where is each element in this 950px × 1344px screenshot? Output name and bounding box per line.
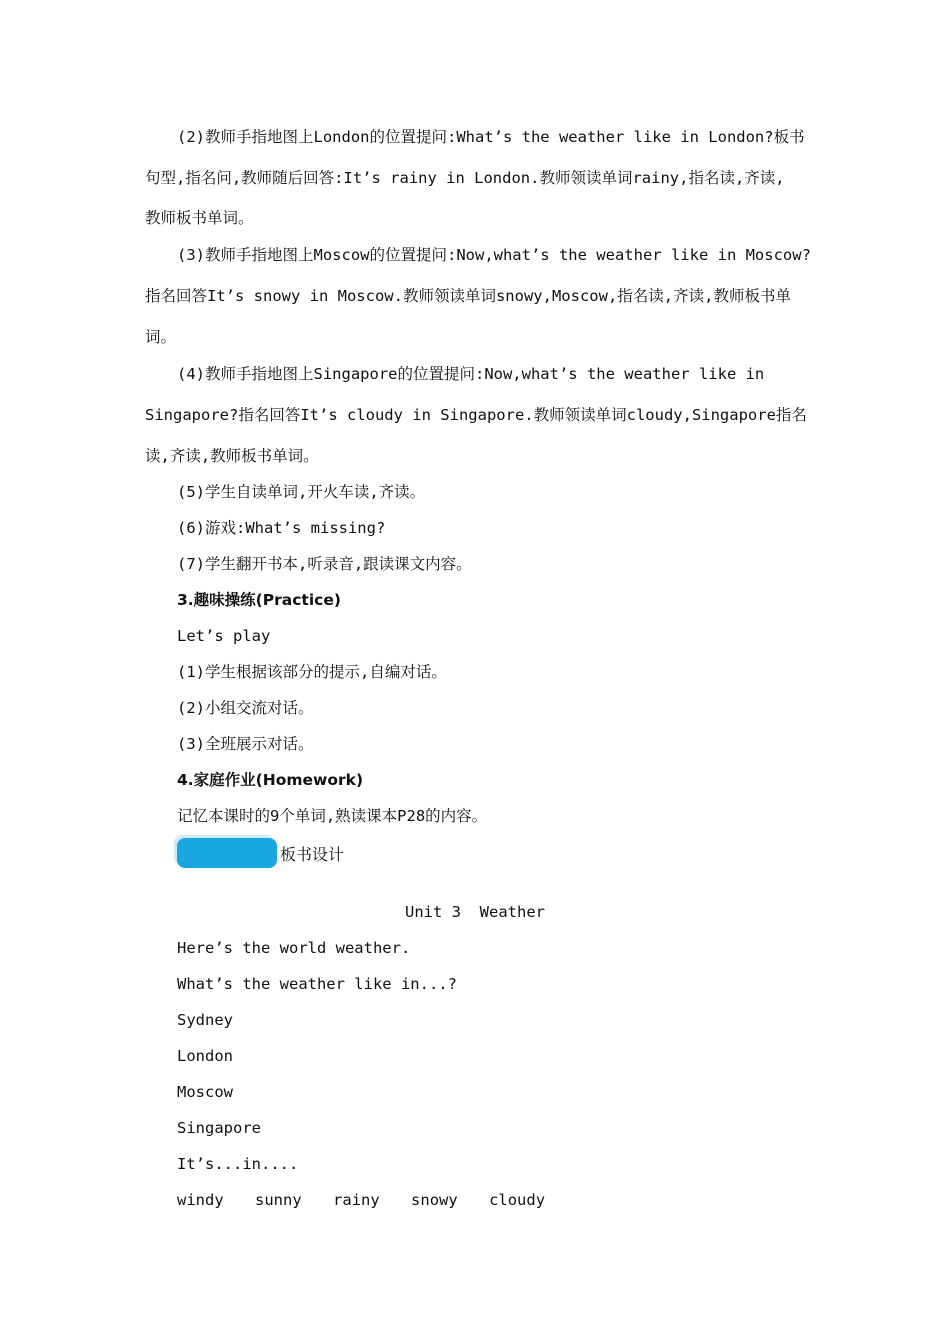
step-4-line-1: (4)教师手指地图上Singapore的位置提问:Now,what’s the weather like in	[177, 365, 765, 383]
word-cloudy: cloudy	[489, 1191, 546, 1209]
city-sydney: Sydney	[177, 1011, 233, 1029]
practice-item-1: (1)学生根据该部分的提示,自编对话。	[177, 663, 447, 681]
step-4-line-2: Singapore?指名回答It’s cloudy in Singapore.教师领读单词cloudy,Singapore指名	[145, 406, 807, 424]
board-design-label: 板书设计	[280, 844, 345, 864]
step-6: (6)游戏:What’s missing?	[177, 519, 386, 537]
board-line-2: What’s the weather like in...?	[177, 975, 457, 993]
city-london: London	[177, 1047, 233, 1065]
practice-subheading: Let’s play	[177, 627, 271, 645]
word-snowy: snowy	[411, 1191, 458, 1209]
step-2-line-1: (2)教师手指地图上London的位置提问:What’s the weather like in London?板书	[177, 128, 805, 146]
word-rainy: rainy	[333, 1191, 380, 1209]
practice-item-2: (2)小组交流对话。	[177, 699, 314, 717]
step-7: (7)学生翻开书本,听录音,跟读课文内容。	[177, 555, 472, 573]
step-3-line-3: 词。	[145, 328, 177, 346]
board-line-3: It’s...in....	[177, 1155, 299, 1173]
board-line-1: Here’s the world weather.	[177, 939, 411, 957]
city-moscow: Moscow	[177, 1083, 233, 1101]
section-badge	[177, 838, 277, 868]
practice-item-3: (3)全班展示对话。	[177, 735, 314, 753]
step-5: (5)学生自读单词,开火车读,齐读。	[177, 483, 426, 501]
step-3-line-2: 指名回答It’s snowy in Moscow.教师领读单词snowy,Moscow,指名读,齐读,教师板书单	[145, 287, 791, 305]
practice-heading: 3.趣味操练(Practice)	[177, 591, 341, 609]
step-2-line-2: 句型,指名问,教师随后回答:It’s rainy in London.教师领读单词rainy,指名读,齐读,	[145, 169, 785, 187]
word-sunny: sunny	[255, 1191, 302, 1209]
homework-text: 记忆本课时的9个单词,熟读课本P28的内容。	[177, 807, 488, 825]
step-3-line-1: (3)教师手指地图上Moscow的位置提问:Now,what’s the weather like in Moscow?	[177, 246, 811, 264]
weather-words	[177, 1189, 567, 1211]
step-2-line-3: 教师板书单词。	[145, 209, 254, 227]
board-design-section	[177, 838, 344, 868]
city-singapore: Singapore	[177, 1119, 261, 1137]
step-4-line-3: 读,齐读,教师板书单词。	[145, 447, 319, 465]
homework-heading: 4.家庭作业(Homework)	[177, 771, 364, 789]
board-title: Unit 3 Weather	[405, 903, 545, 921]
word-windy: windy	[177, 1191, 224, 1209]
